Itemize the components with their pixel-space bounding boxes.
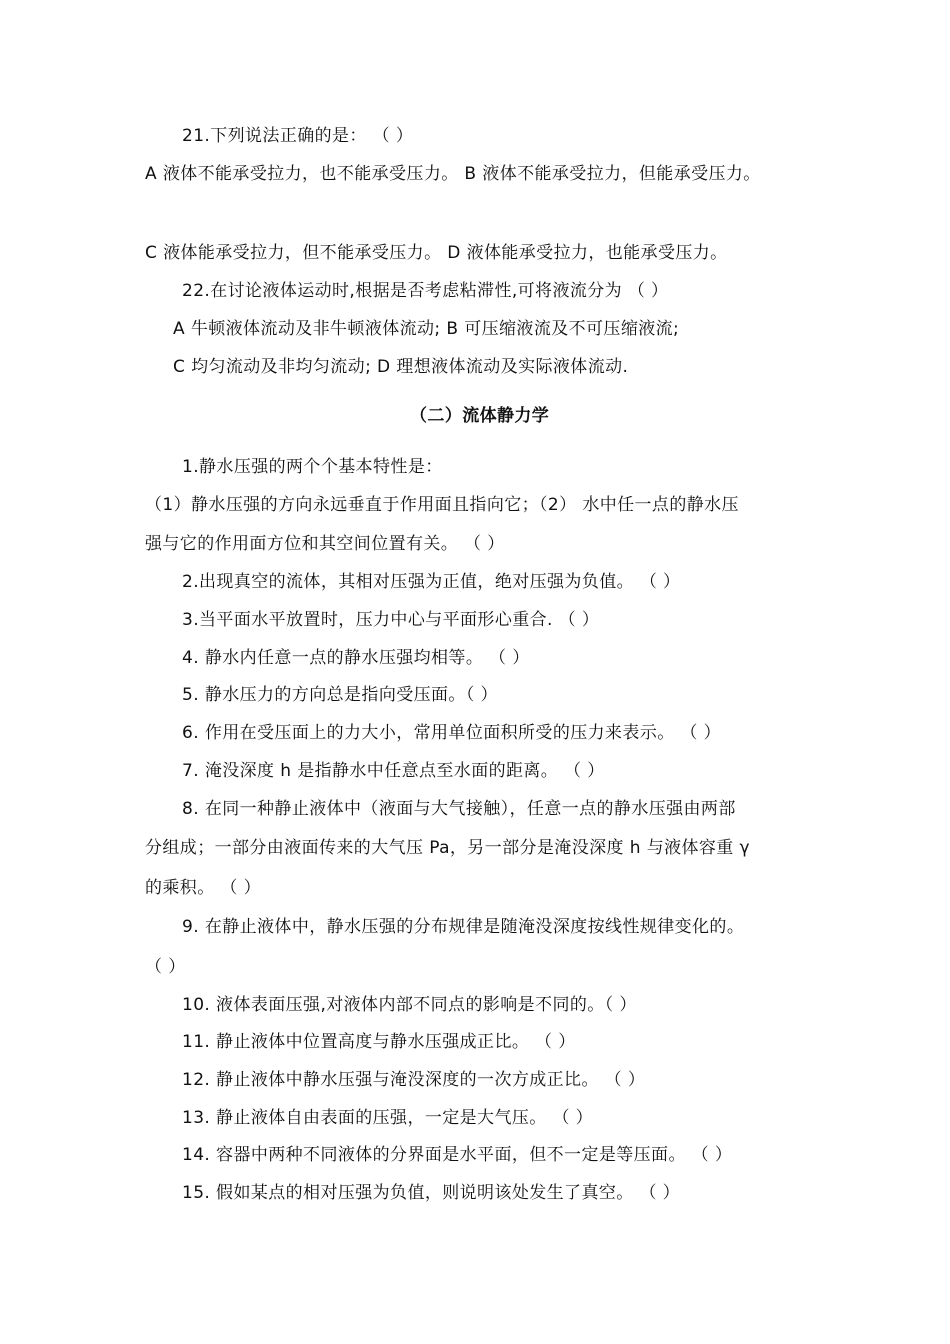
question-13: 13. 静止液体自由表面的压强，一定是大气压。 （ ） bbox=[182, 1108, 594, 1128]
question-10: 10. 液体表面压强,对液体内部不同点的影响是不同的。（ ） bbox=[182, 995, 637, 1015]
question-3: 3.当平面水平放置时，压力中心与平面形心重合. （ ） bbox=[182, 610, 600, 630]
question-6: 6. 作用在受压面上的力大小，常用单位面积所受的压力来表示。 （ ） bbox=[182, 723, 722, 743]
question-11: 11. 静止液体中位置高度与静水压强成正比。 （ ） bbox=[182, 1032, 576, 1052]
question-1-line-3: 强与它的作用面方位和其空间位置有关。 （ ） bbox=[145, 534, 505, 554]
question-14: 14. 容器中两种不同液体的分界面是水平面，但不一定是等压面。 （ ） bbox=[182, 1145, 733, 1165]
question-9-line-1: 9. 在静止液体中，静水压强的分布规律是随淹没深度按线性规律变化的。 bbox=[182, 917, 745, 937]
question-21-options-cd: C 液体能承受拉力，但不能承受压力。 D 液体能承受拉力，也能承受压力。 bbox=[145, 243, 728, 263]
question-2: 2.出现真空的流体，其相对压强为正值，绝对压强为负值。 （ ） bbox=[182, 572, 681, 592]
question-8-line-3: 的乘积。 （ ） bbox=[145, 878, 262, 898]
question-12: 12. 静止液体中静水压强与淹没深度的一次方成正比。 （ ） bbox=[182, 1070, 646, 1090]
question-21-stem: 21.下列说法正确的是： （ ） bbox=[182, 126, 414, 146]
question-21-options-ab: A 液体不能承受拉力，也不能承受压力。 B 液体不能承受拉力，但能承受压力。 bbox=[145, 164, 761, 184]
question-15: 15. 假如某点的相对压强为负值，则说明该处发生了真空。 （ ） bbox=[182, 1183, 681, 1203]
question-5: 5. 静水压力的方向总是指向受压面。（ ） bbox=[182, 685, 498, 705]
question-1-line-2: （1）静水压强的方向永远垂直于作用面且指向它；（2） 水中任一点的静水压 bbox=[145, 495, 739, 515]
question-4: 4. 静水内任意一点的静水压强均相等。 （ ） bbox=[182, 648, 530, 668]
question-22-options-cd: C 均匀流动及非均匀流动; D 理想液体流动及实际液体流动. bbox=[173, 357, 629, 377]
question-22-options-ab: A 牛顿液体流动及非牛顿液体流动; B 可压缩液流及不可压缩液流; bbox=[173, 319, 680, 339]
question-9-line-2: （ ） bbox=[145, 957, 186, 977]
question-8-line-1: 8. 在同一种静止液体中（液面与大气接触），任意一点的静水压强由两部 bbox=[182, 799, 736, 819]
question-7: 7. 淹没深度 h 是指静水中任意点至水面的距离。 （ ） bbox=[182, 761, 605, 781]
question-22-stem: 22.在讨论液体运动时,根据是否考虑粘滞性,可将液流分为 （ ） bbox=[182, 281, 669, 301]
question-8-line-2: 分组成；一部分由液面传来的大气压 Pa，另一部分是淹没深度 h 与液体容重 γ bbox=[145, 838, 750, 858]
question-1-stem: 1.静水压强的两个个基本特性是： bbox=[182, 457, 443, 477]
section-heading: （二）流体静力学 bbox=[410, 406, 550, 426]
